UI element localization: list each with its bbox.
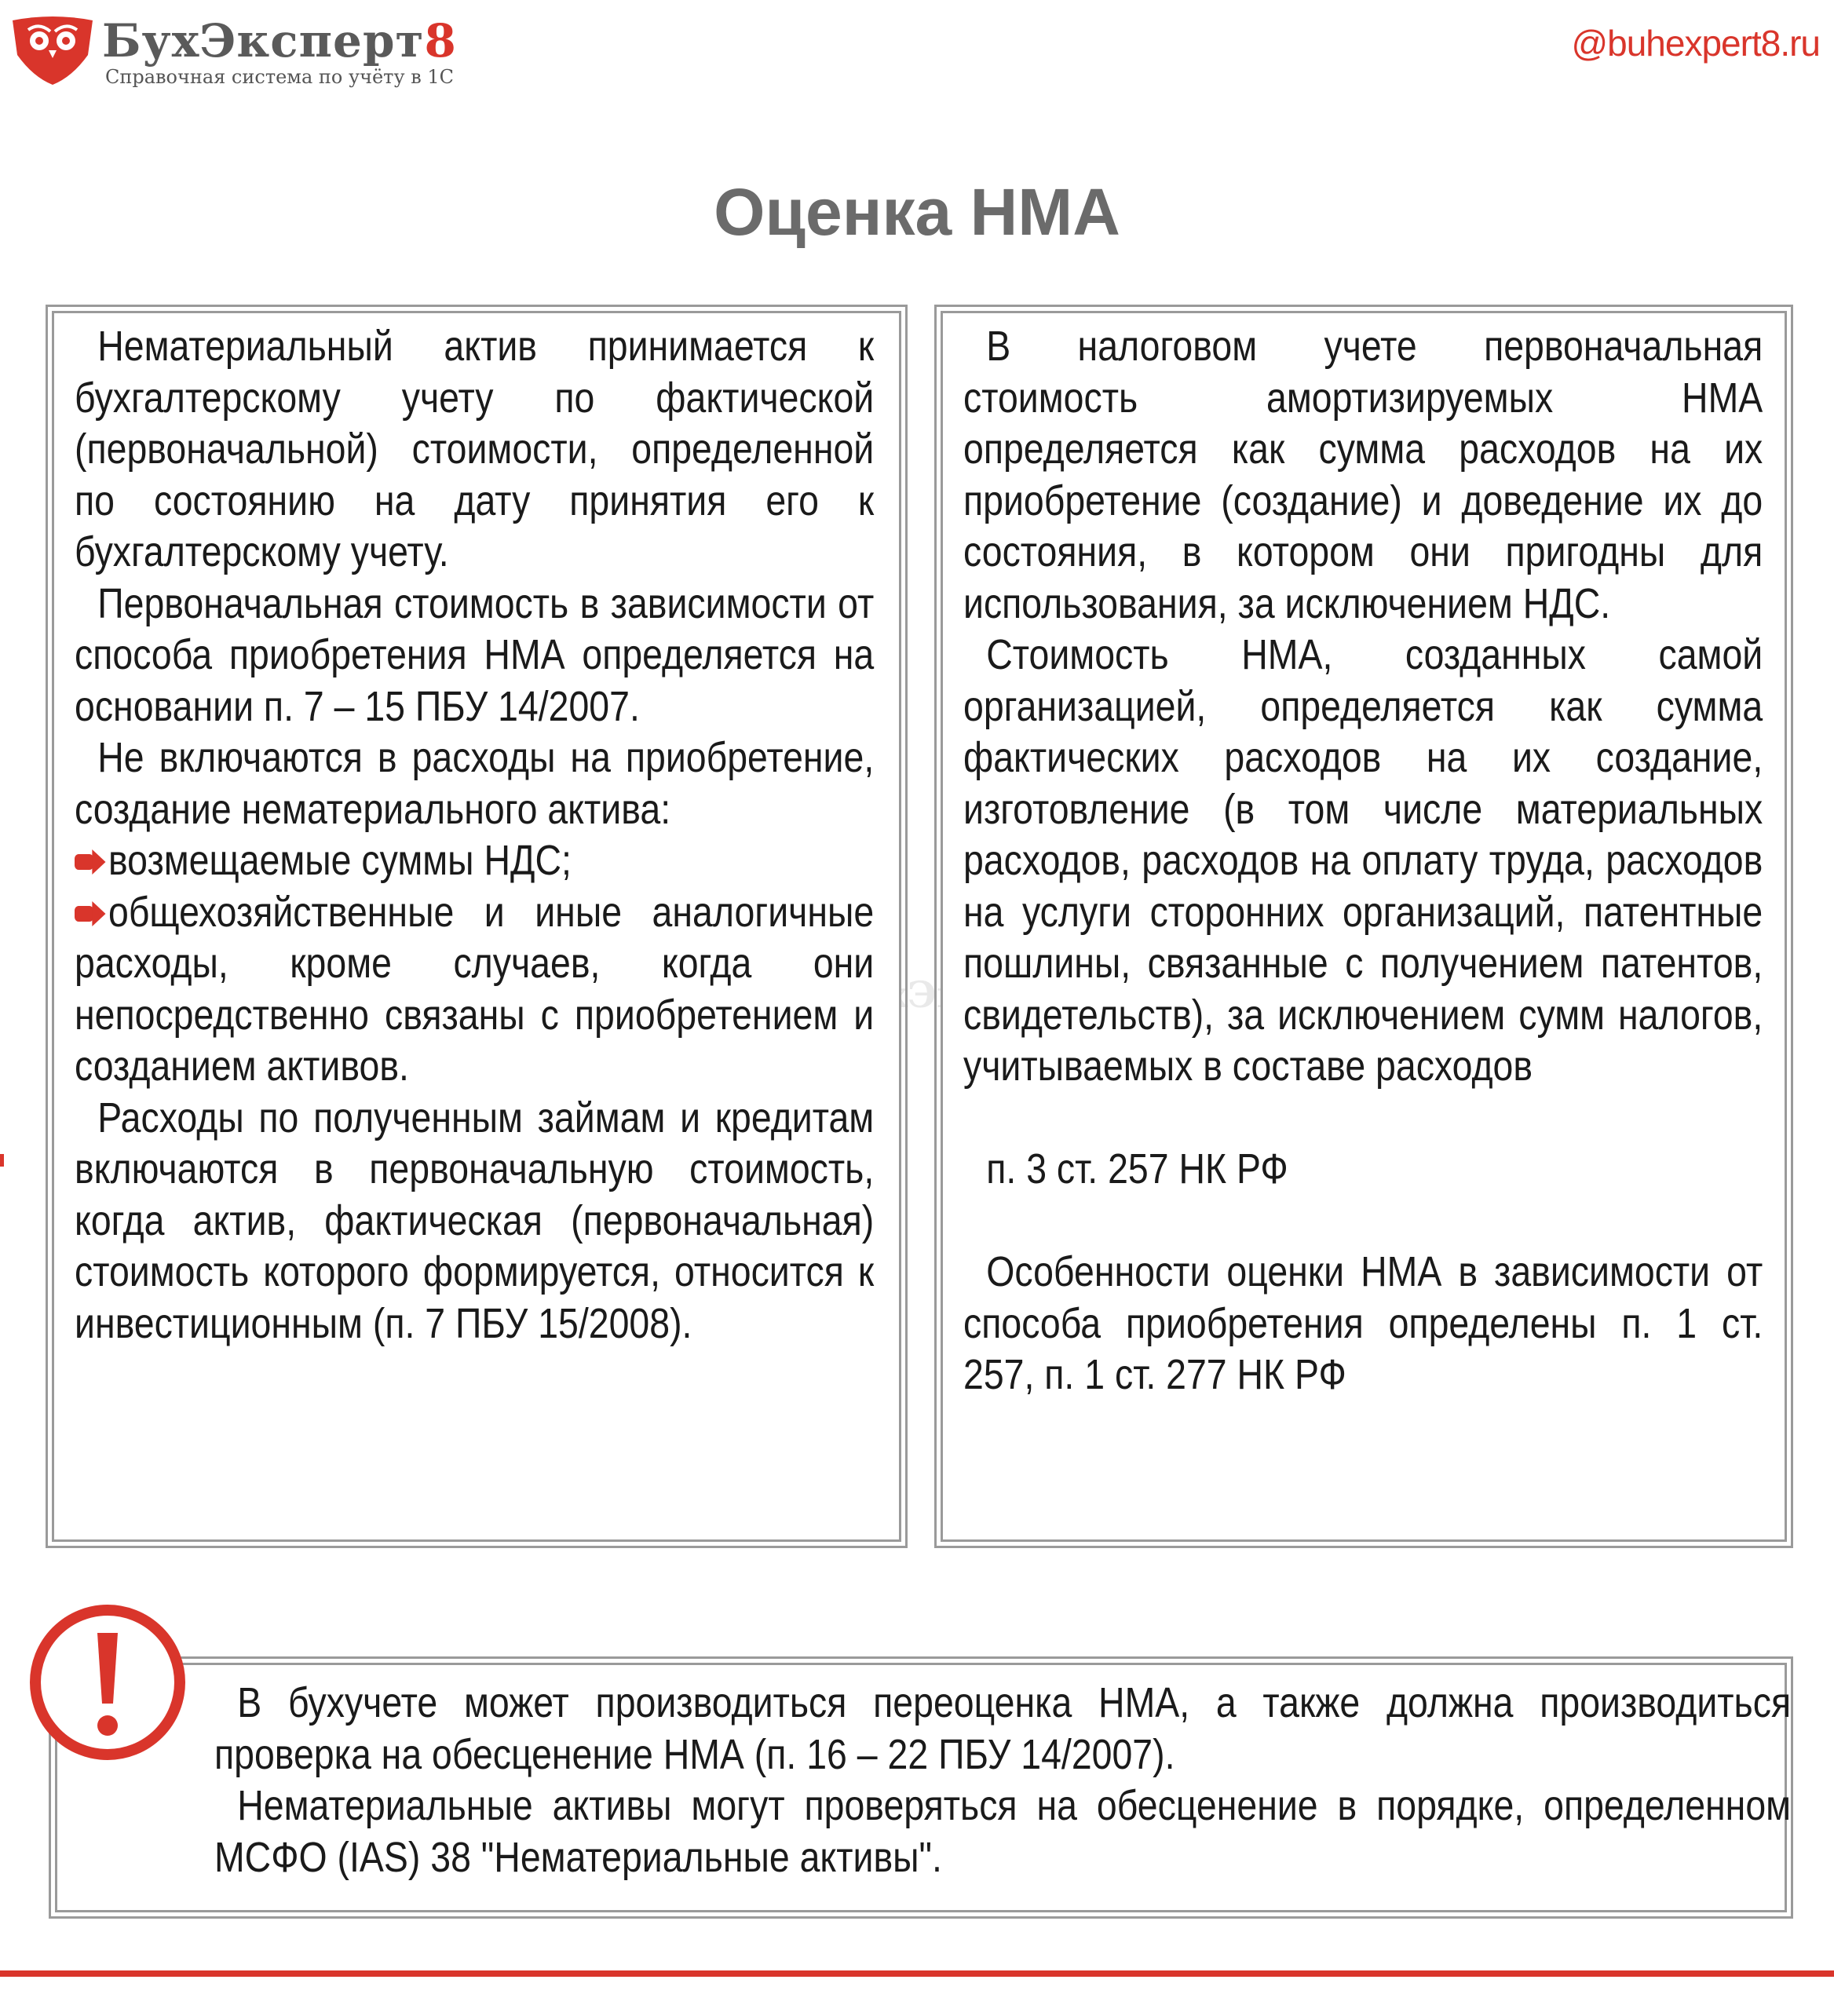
tax-text — [963, 321, 1763, 1401]
accounting-text — [75, 321, 874, 1349]
law-reference: п. 3 ст. 257 НК РФ — [986, 1145, 1288, 1192]
side-marker — [0, 1154, 4, 1167]
paragraph: В налоговом учете первоначальная стоимость амортизируемых НМА определяется как сумма расходов на их приобретение (создание) и доведение их до состояния, в котором они пригодны для использования, за исключением НДС. — [963, 323, 1763, 627]
paragraph: Нематериальные активы могут проверяться на обесценение в порядке, определенном МСФО (IAS) 38 "Нематериальные активы". — [214, 1782, 1792, 1881]
paragraph: Стоимость НМА, созданных самой организацией, определяется как сумма фактических расходов на их создание, изготовление (в том числе материальных расходов, расходов на оплату труда, расходов на услуги сторонних организаций, патентные пошлины, связанные с получением патентов, свидетельств), за исключением сумм налогов, учитываемых в составе расходов — [963, 631, 1763, 1090]
paragraph: Не включаются в расходы на приобретение, создание нематериального актива: — [75, 734, 875, 833]
paragraph: В бухучете может производиться переоценка НМА, а также должна производиться проверка на обесценение НМА (п. 16 – 22 ПБУ 14/2007). — [214, 1679, 1792, 1778]
arrow-right-icon — [75, 849, 106, 875]
paragraph: Нематериальный актив принимается к бухгалтерскому учету по фактической (первоначальной) стоимости, определенной по состоянию на дату принятия его к бухгалтерскому учету. — [75, 323, 875, 575]
brand-logo[interactable] — [9, 14, 457, 93]
tax-panel — [941, 311, 1787, 1542]
arrow-right-icon — [75, 901, 106, 926]
footer-divider — [0, 1970, 1834, 1977]
brand-tagline: Справочная система по учёту в 1С — [105, 66, 454, 88]
brand-name: БухЭксперт8 — [102, 14, 457, 68]
site-link[interactable]: @buhexpert8.ru — [1571, 23, 1820, 64]
paragraph: Особенности оценки НМА в зависимости от способа приобретения определены п. 1 ст. 257, п. 1 ст. 277 НК РФ — [963, 1248, 1763, 1398]
page-title: Оценка НМА — [714, 175, 1120, 249]
paragraph: Первоначальная стоимость в зависимости от способа приобретения НМА определяется на основании п. 7 – 15 ПБУ 14/2007. — [75, 579, 875, 730]
revaluation-note-panel — [55, 1663, 1792, 1912]
owl-shield-icon — [9, 14, 96, 86]
paragraph: Расходы по полученным займам и кредитам включаются в первоначальную стоимость, когда актив, фактическая (первоначальная) стоимость которого формируется, относится к инвестиционным (п. 7 ПБУ 15/2008). — [75, 1094, 875, 1347]
exclamation-circle-icon — [25, 1600, 190, 1765]
note-text — [214, 1678, 1791, 1883]
list-item: возмещаемые суммы НДС; — [75, 835, 874, 887]
accounting-panel — [52, 311, 901, 1542]
list-item: общехозяйственные и иные аналогичные расходы, кроме случаев, когда они непосредственно связаны с приобретением и созданием активов. — [75, 888, 875, 1090]
